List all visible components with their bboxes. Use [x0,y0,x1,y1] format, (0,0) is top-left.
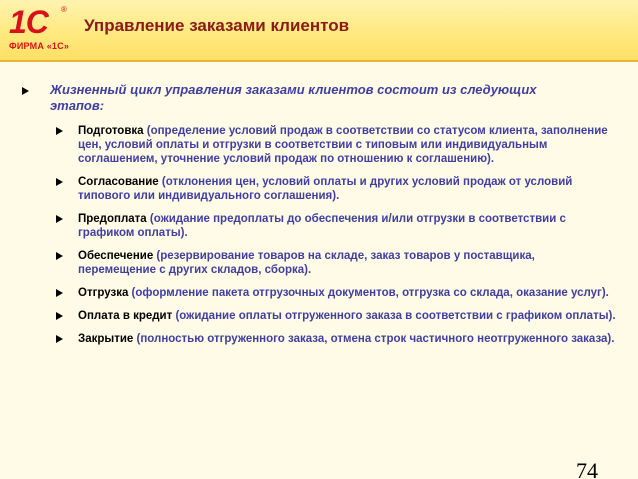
list-item [56,332,616,346]
stage-text [78,249,616,277]
triangle-bullet-icon [56,127,63,135]
stage-description: (ожидание оплаты отгруженного заказа в соответствии с графиком оплаты). [172,310,616,322]
stage-text [78,124,616,166]
triangle-bullet-icon [22,87,29,95]
slide-title: Управление заказами клиентов [84,16,350,35]
list-item [56,309,616,323]
intro-text: Жизненный цикл управления заказами клиентов состоит из следующих этапов: [50,82,537,113]
triangle-bullet-icon [56,178,63,186]
header-bar [0,0,638,60]
stage-description: (полностью отгруженного заказа, отмена строк частичного неотгруженного заказа). [133,333,615,345]
stage-term: Отгрузка [78,287,129,299]
triangle-bullet-icon [56,215,63,223]
1c-logo [9,6,71,54]
stage-term: Подготовка [78,125,144,137]
stages-list [56,124,616,355]
list-item [56,212,616,240]
stage-text [78,332,616,346]
stage-term: Предоплата [78,213,147,225]
registered-mark: ® [61,5,67,14]
stage-text [78,309,616,323]
triangle-bullet-icon [56,312,63,320]
list-item [56,175,616,203]
triangle-bullet-icon [56,252,63,260]
stage-term: Обеспечение [78,250,154,262]
stage-description: (оформление пакета отгрузочных документов, отгрузка со склада, оказание услуг). [128,287,609,299]
list-item [56,249,616,277]
list-item [56,286,616,300]
stage-term: Согласование [78,176,159,188]
stage-text [78,175,616,203]
stage-term: Закрытие [78,333,134,345]
stage-description: (ожидание предоплаты до обеспечения и/или отгрузки в соответствии с графиком оплаты). [78,213,566,239]
triangle-bullet-icon [56,289,63,297]
stage-term: Оплата в кредит [78,310,173,322]
firm-label: ФИРМА «1С» [9,41,70,51]
stage-description: (отклонения цен, условий оплаты и других условий продаж от условий типового или индивидуального соглашения). [78,176,573,202]
stage-description: (резервирование товаров на складе, заказ товаров у поставщика, перемещение с других складов, сборка). [78,250,535,276]
slide-content [0,62,638,479]
list-item [56,124,616,166]
stage-text [78,212,616,240]
triangle-bullet-icon [56,335,63,343]
intro-bullet [22,82,582,114]
stage-description: (определение условий продаж в соответствии со статусом клиента, заполнение цен, условий оплаты и отгрузки в соответствии с типовым или индивидуальным соглашением, уточнение условий продаж по отношению к соглашению). [78,125,608,165]
page-number: 74 [576,458,598,479]
stage-text [78,286,616,300]
logo-mark: 1С [9,4,48,40]
